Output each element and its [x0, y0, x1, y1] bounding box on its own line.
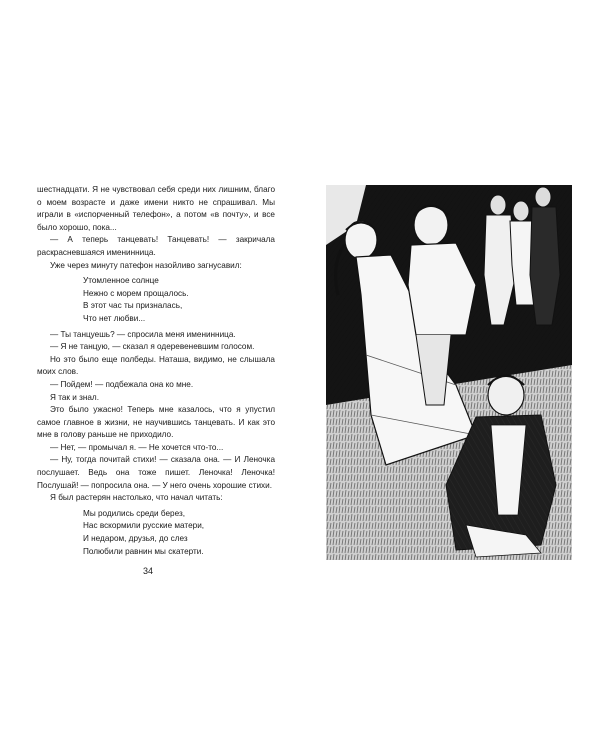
page-number: 34: [143, 566, 154, 576]
poem-line: Что нет любви...: [83, 313, 146, 323]
poem-stanza: [83, 275, 275, 325]
paragraph: — Нет, — промычал я. — Не хочется что-то...: [50, 442, 224, 452]
poem-line: Нас вскормили русские матери,: [83, 521, 205, 531]
left-page-text: [37, 184, 275, 561]
paragraph: — Я не танцую, — сказал я одеревеневшим голосом.: [50, 342, 255, 352]
poem-line: Утомленное солнце: [83, 276, 159, 286]
poem-line: Нежно с морем прощалось.: [83, 288, 189, 298]
poem-line: Полюбили равнин мы скатерти.: [83, 546, 204, 556]
poem-line: И недаром, друзья, до слез: [83, 534, 188, 544]
paragraph: Уже через минуту патефон назойливо загнусавил:: [50, 260, 242, 270]
paragraph: — А теперь танцевать! Танцевать! — закричала раскрасневшаяся именинница.: [37, 235, 275, 257]
poem-line: В этот час ты призналась,: [83, 301, 183, 311]
poem-line: Мы родились среди берез,: [83, 508, 185, 518]
paragraph: Я был растерян настолько, что начал читать:: [50, 493, 223, 503]
paragraph: Это было ужасно! Теперь мне казалось, что я упустил самое главное в жизни, не научившись танцевать. И как это мне в голову раньше не приходило.: [37, 405, 275, 440]
paragraph: Я так и знал.: [50, 392, 99, 402]
paragraph: — Ну, тогда почитай стихи! — сказала она. — И Леночка послушает. Ведь она тоже пишет. Леночка! Леночка! Послушай! — попросила она. — У него очень хорошие стихи.: [37, 455, 275, 490]
dance-illustration: [326, 185, 572, 560]
paragraph: — Ты танцуешь? — спросила меня именинница.: [50, 329, 236, 339]
paragraph: Но это было еще полбеды. Наташа, видимо, не слышала моих слов.: [37, 354, 275, 377]
poem-stanza: [83, 508, 275, 558]
paragraph: — Пойдем! — подбежала она ко мне.: [50, 379, 194, 389]
paragraph: шестнадцати. Я не чувствовал себя среди них лишним, благо о моем возрасте и даже имени никто не спрашивал. Мы играли в «испорченный телефон», а потом «в почту», и все было хорошо, пока...: [37, 185, 275, 232]
